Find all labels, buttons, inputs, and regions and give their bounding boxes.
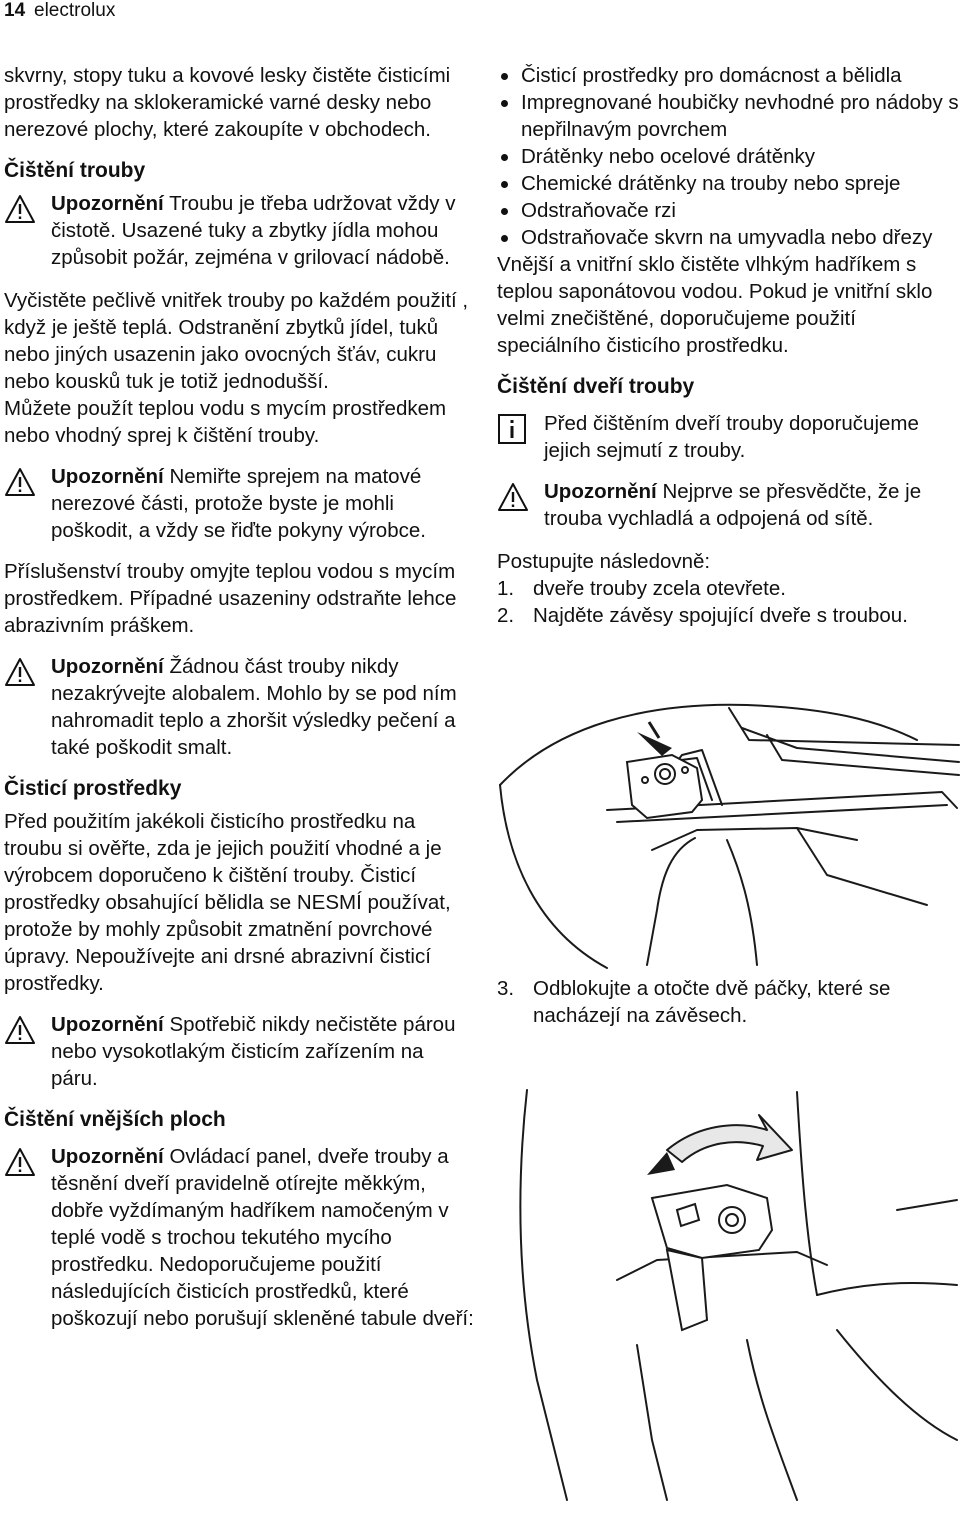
left-column	[4, 62, 474, 1332]
procedure-intro: Postupujte následovně:	[497, 550, 711, 573]
steps-list	[497, 575, 960, 629]
warning-text: Troubu je třeba udržovat vždy v čistotě. Usazené tuky a zbytky jídla mohou způsobit požár, zejména v grilovací nádobě.	[51, 192, 456, 269]
step-text: Odblokujte a otočte dvě páčky, které se nacházejí na závěsech.	[533, 977, 891, 1027]
info-text: Před čištěním dveří trouby doporučujeme jejich sejmutí z trouby.	[544, 412, 919, 462]
intro-paragraph: skvrny, stopy tuku a kovové lesky čistěte čisticími prostředky na sklokeramické varné desky nebo nerezové plochy, které zakoupíte v obchodech.	[4, 64, 451, 141]
warning-triangle-icon	[4, 467, 36, 497]
info-icon	[497, 414, 529, 444]
warning-triangle-icon	[4, 1147, 36, 1177]
warning-label: Upozornění	[51, 192, 164, 215]
step-text: dveře trouby zcela otevřete.	[533, 577, 786, 600]
warning-triangle-icon	[4, 1015, 36, 1045]
list-item: Impregnované houbičky nevhodné pro nádoby s nepřilnavým povrchem	[497, 89, 960, 143]
heading-door-cleaning: Čištění dveří trouby	[497, 375, 695, 398]
heading-cleaning-agents: Čisticí prostředky	[4, 777, 182, 800]
accessories-paragraph: Příslušenství trouby omyjte teplou vodou s mycím prostředkem. Případné usazeniny odstraňte lehce abrazivním práškem.	[4, 560, 457, 637]
step-number: 1.	[497, 577, 515, 600]
warning-triangle-icon	[497, 482, 529, 512]
heading-oven-cleaning: Čištění trouby	[4, 159, 146, 182]
heading-exterior-cleaning: Čištění vnějších ploch	[4, 1108, 226, 1131]
warning-label: Upozornění	[51, 465, 164, 488]
step-number: 3.	[497, 977, 515, 1000]
lever-rotation-illustration	[497, 1080, 960, 1505]
warning-notice-6	[497, 478, 960, 532]
warning-label: Upozornění	[544, 480, 657, 503]
step-item	[497, 575, 960, 602]
clean-paragraph: Vyčistěte pečlivě vnitřek trouby po každém použití , když je ještě teplá. Odstranění zbytků jídel, tuků nebo jiných usazenin jako ovocných šťáv, cukru nebo kousků tuk je totiž jednodušší.	[4, 289, 469, 393]
list-item: Chemické drátěnky na trouby nebo spreje	[497, 170, 960, 197]
warning-notice-1	[4, 190, 474, 271]
warning-text: Žádnou část trouby nikdy nezakrývejte alobalem. Mohlo by se pod ním nahromadit teplo a zhoršit výsledky pečení a také poškodit smalt.	[51, 655, 457, 759]
warning-notice-3	[4, 653, 474, 761]
list-item: Odstraňovače skvrn na umyvadla nebo dřezy	[497, 224, 960, 251]
list-item: Odstraňovače rzi	[497, 197, 960, 224]
page-number: 14	[4, 0, 26, 21]
warning-notice-2	[4, 463, 474, 544]
page-header	[0, 0, 960, 26]
warning-label: Upozornění	[51, 1013, 164, 1036]
warning-text: Nejprve se přesvědčte, že je trouba vychladlá a odpojená od sítě.	[544, 480, 922, 530]
warning-triangle-icon	[4, 657, 36, 687]
water-paragraph: Můžete použít teplou vodu s mycím prostředkem nebo vhodný sprej k čištění trouby.	[4, 397, 447, 447]
info-notice	[497, 410, 960, 464]
warning-notice-4	[4, 1011, 474, 1092]
warning-text: Spotřebič nikdy nečistěte párou nebo vysokotlakým čisticím zařízením na páru.	[51, 1013, 456, 1090]
glass-paragraph: Vnější a vnitřní sklo čistěte vlhkým hadříkem s teplou saponátovou vodou. Pokud je vnitřní sklo velmi znečištěné, doporučujeme použití speciálního čisticího prostředku.	[497, 253, 933, 357]
warning-triangle-icon	[4, 194, 36, 224]
right-column	[497, 62, 960, 629]
unsuitable-agents-list	[497, 62, 960, 251]
step-item	[497, 602, 960, 629]
list-item: Čisticí prostředky pro domácnost a bělidla	[497, 62, 960, 89]
warning-label: Upozornění	[51, 655, 164, 678]
brand-name: electrolux	[34, 0, 116, 21]
warning-notice-5	[4, 1143, 474, 1332]
cleaning-agents-paragraph: Před použitím jakékoli čisticího prostředku na troubu si ověřte, zda je jejich použití vhodné a je výrobcem doporučeno k čištění trouby. Čisticí prostředky obsahující bělidla se NESMÍ používat, protože by mohly způsobit zmatnění povrchové úpravy. Nepoužívejte ani drsné abrazivní čisticí prostředky.	[4, 810, 451, 995]
warning-text: Nemiřte sprejem na matové nerezové části, protože byste je mohli poškodit, a vždy se řiďte pokyny výrobce.	[51, 465, 426, 542]
list-item: Drátěnky nebo ocelové drátěnky	[497, 143, 960, 170]
step-text: Najděte závěsy spojující dveře s troubou.	[533, 604, 908, 627]
hinge-location-illustration	[497, 700, 960, 970]
steps-list-continued	[497, 975, 960, 1029]
warning-label: Upozornění	[51, 1145, 164, 1168]
warning-text: Ovládací panel, dveře trouby a těsnění dveří pravidelně otírejte měkkým, dobře vyždímaným hadříkem namočeným v teplé vodě s trochou tekutého mycího prostředku. Nedoporučujeme použití následujících čisticích prostředků, které poškozují nebo porušují skleněné tabule dveří:	[51, 1145, 474, 1330]
step-3-block	[497, 975, 960, 1029]
step-number: 2.	[497, 604, 515, 627]
step-item	[497, 975, 960, 1029]
